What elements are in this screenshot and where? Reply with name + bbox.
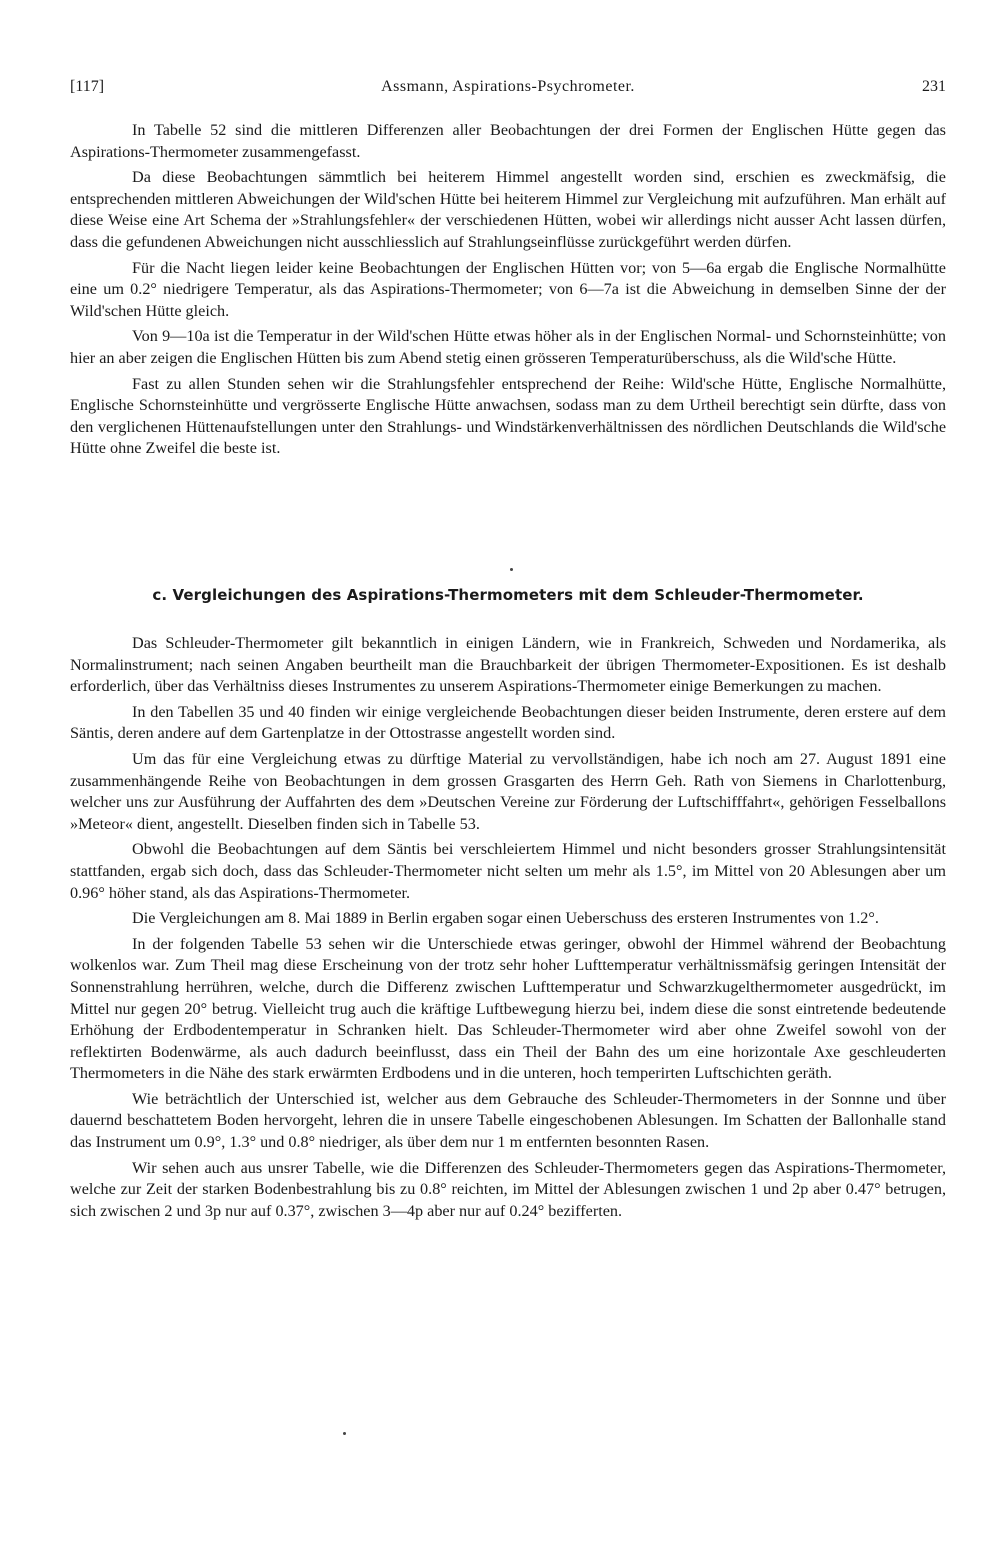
original-page-number: [117] [70, 78, 105, 95]
text-block-sling-thermometer [70, 633, 946, 1226]
paragraph: In den Tabellen 35 und 40 finden wir einige vergleichende Beobachtungen dieser beiden Instrumente, deren erstere auf dem Säntis, deren andere auf dem Gartenplatze in der Ottostrasse angestellt worden sind. [70, 702, 946, 743]
paragraph: Von 9—10a ist die Temperatur in der Wild'schen Hütte etwas höher als in der Englischen Normal- und Schornsteinhütte; von hier an aber zeigen die Englischen Hütten bis zum Abend stetig einen grösseren Temperaturüberschuss, als die Wild'sche Hütte. [70, 327, 946, 367]
paragraph: Das Schleuder-Thermometer gilt bekanntlich in einigen Ländern, wie in Frankreich, Schweden und Nordamerika, als Normalinstrument; nach seinen Angaben beurtheilt man die Brauchbarkeit der übrigen Thermometer-Expositionen. Es ist deshalb erforderlich, über das Verhältniss dieses Instrumentes zu unserem Aspirations-Thermometer einige Bemerkungen zu machen. [70, 634, 946, 696]
paragraph: Da diese Beobachtungen sämmtlich bei heiterem Himmel angestellt worden sind, erschien es zweckmäfsig, die entsprechenden mittleren Abweichungen der Wild'schen Hütte bei heiterem Himmel zur Vergleichung mit aufzuführen. Man erhält auf diese Weise eine Art Schema der »Strahlungsfehler« der verschiedenen Hütten, wobei wir allerdings nicht ausser Acht lassen dürfen, dass die gefundenen Abweichungen nicht ausschliesslich auf Strahlungseinflüsse zurückgeführt werden dürfen. [70, 168, 946, 251]
paragraph: Fast zu allen Stunden sehen wir die Strahlungsfehler entsprechend der Reihe: Wild'sche Hütte, Englische Normalhütte, Englische Schornsteinhütte und vergrösserte Englische Hütte anwachsen, sodass man zu dem Urtheil berechtigt sein dürfte, dass von den verglichenen Hüttenaufstellungen unter den Strahlungs- und Windstärkenverhältnissen des nördlichen Deutschlands die Wild'sche Hütte ohne Zweifel die beste ist. [70, 374, 946, 458]
paragraph: Wie beträchtlich der Unterschied ist, welcher aus dem Gebrauche des Schleuder-Thermometers in der Sonnne und über dauernd beschattetem Boden hervorgeht, lehren die in unsere Tabelle eingeschobenen Ablesungen. Im Schatten der Ballonhalle stand das Instrument um 0.9°, 1.3° und 0.8° niedriger, als über dem nur 1 m entfernten besonnten Rasen. [70, 1089, 946, 1152]
paragraph: Wir sehen auch aus unsrer Tabelle, wie die Differenzen des Schleuder-Thermometers gegen das Aspirations-Thermometer, welche zur Zeit der starken Bodenbestrahlung bis zu 0.8° reichten, im Mittel der Ablesungen zwischen 1 und 2p aber 0.47° betrugen, sich zwischen 2 und 3p nur auf 0.37°, zwischen 3—4p aber nur auf 0.24° bezifferten. [70, 1158, 946, 1220]
page-number: 231 [922, 78, 946, 95]
print-speck [510, 568, 513, 571]
paragraph: Obwohl die Beobachtungen auf dem Säntis bei verschleiertem Himmel und nicht besonders grosser Strahlungsintensität stattfanden, ergab sich doch, dass das Schleuder-Thermometer nicht selten um mehr als 1.5°, im Mittel von 20 Ablesungen aber um 0.96° höher stand, als das Aspirations-Thermometer. [70, 840, 946, 902]
print-speck [343, 1432, 346, 1435]
paragraph: Die Vergleichungen am 8. Mai 1889 in Berlin ergaben sogar einen Ueberschuss des ersteren Instrumentes von 1.2°. [132, 909, 879, 928]
paragraph: In Tabelle 52 sind die mittleren Differenzen aller Beobachtungen der drei Formen der Englischen Hütte gegen das Aspirations-Thermometer zusammengefasst. [70, 121, 946, 161]
page-header [70, 78, 946, 102]
section-heading: c. Vergleichungen des Aspirations-Thermometers mit dem Schleuder-Thermometer. [152, 586, 864, 604]
running-title: Assmann, Aspirations-Psychrometer. [381, 78, 635, 95]
paragraph: Um das für eine Vergleichung etwas zu dürftige Material zu vervollständigen, habe ich noch am 27. August 1891 eine zusammenhängende Reihe von Beobachtungen in dem grossen Grasgarten des Herrn Geh. Rath von Siemens in Charlottenburg, welcher uns zur Ausführung der Auffahrten des dem »Deutschen Vereine zur Förderung der Luftschifffahrt«, gehörigen Fesselballons »Meteor« dient, angestellt. Dieselben finden sich in Tabelle 53. [70, 749, 946, 833]
paragraph: Für die Nacht liegen leider keine Beobachtungen der Englischen Hütten vor; von 5—6a ergab die Englische Normalhütte eine um 0.2° niedrigere Temperatur, als das Aspirations-Thermometer; von 6—7a ist die Abweichung in demselben Sinne der der Wild'schen Hütte gleich. [70, 258, 946, 320]
paragraph: In der folgenden Tabelle 53 sehen wir die Unterschiede etwas geringer, obwohl der Himmel während der Beobachtung wolkenlos war. Zum Theil mag diese Erscheinung von der trotz sehr hoher Lufttemperatur verhältnissmäfsig geringen Intensität der Sonnenstrahlung herrühren, welche, durch die Differenz zwischen Lufttemperatur und Schwarzkugelthermometer ausgedrückt, im Mittel nur gegen 20° betrug. Vielleicht trug auch die kräftige Luftbewegung hierzu bei, indem diese die sonst eintretende bedeutende Erhöhung der Erdbodentemperatur in Schranken hielt. Das Schleuder-Thermometer wird aber ohne Zweifel sowohl von der reflektirten Bodenwärme, als auch dadurch beeinflusst, dass ein Theil der Bahn des um eine horizontale Axe geschleuderten Thermometers in die Nähe des stark erwärmten Erdbodens und in die unteren, hoch temperirten Luftschichten geräth. [70, 934, 946, 1083]
text-block-comparison-huts [70, 120, 946, 464]
